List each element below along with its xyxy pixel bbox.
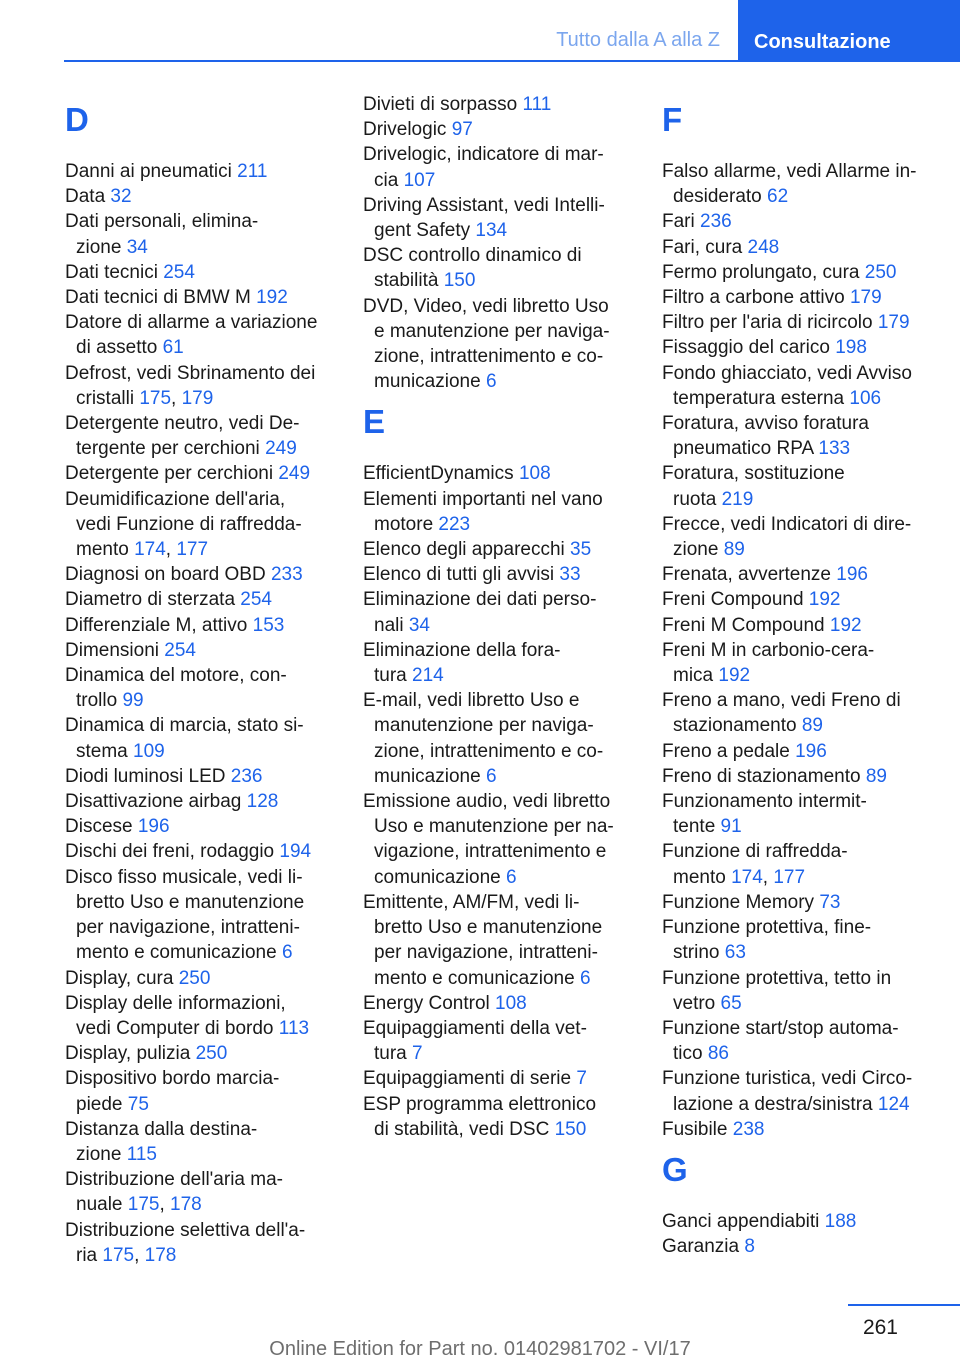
- page-link[interactable]: 113: [278, 1017, 310, 1039]
- index-entry: [65, 184, 335, 209]
- page-link[interactable]: 250: [864, 261, 897, 283]
- entry-text: Fari: [662, 211, 700, 233]
- page-link[interactable]: 196: [137, 816, 170, 838]
- entry-text: temperatura esterna: [673, 387, 850, 409]
- entry-text: mento e comunicazione: [76, 942, 282, 964]
- entry-text: mento: [76, 539, 135, 561]
- index-entry: [662, 1066, 932, 1116]
- page-link[interactable]: 97: [451, 119, 473, 141]
- entry-text: cia: [374, 169, 404, 191]
- entry-text: Freni Compound: [662, 589, 809, 611]
- entry-text: Elenco degli apparecchi: [363, 539, 571, 561]
- entry-text: Elenco di tutti gli avvisi: [363, 564, 560, 586]
- entry-text: Equipaggiamenti della vet-: [363, 1017, 587, 1039]
- entry-text: Ganci appendiabiti: [662, 1210, 825, 1232]
- page-link[interactable]: 89: [723, 539, 745, 561]
- index-entry: [363, 142, 633, 192]
- index-entry: [662, 209, 932, 234]
- entry-text: Diagnosi on board OBD: [65, 564, 271, 586]
- entry-text: desiderato: [673, 186, 768, 208]
- entry-text: Eliminazione dei dati perso-: [363, 589, 597, 611]
- entry-text: Distribuzione selettiva dell'a-: [65, 1219, 306, 1241]
- entry-text: Dati personali, elimina-: [65, 211, 259, 233]
- index-entry: [65, 461, 335, 486]
- index-entry: [65, 209, 335, 259]
- index-entry: [662, 915, 932, 965]
- entry-text: Elementi importanti nel vano: [363, 488, 603, 510]
- entry-text: zione, intrattenimento e co-: [374, 740, 604, 762]
- index-entry: [65, 966, 335, 991]
- index-entry: [363, 991, 633, 1016]
- page-link[interactable]: 192: [808, 589, 841, 611]
- entry-text: ruota: [673, 488, 722, 510]
- entry-text: Detergente neutro, vedi De-: [65, 413, 300, 435]
- entry-text: Drivelogic, indicatore di mar-: [363, 144, 604, 166]
- page-link[interactable]: 108: [518, 463, 551, 485]
- index-entry: [662, 890, 932, 915]
- index-entry: [65, 764, 335, 789]
- entry-text: vedi Computer di bordo: [76, 1017, 279, 1039]
- page-link[interactable]: 6: [506, 866, 517, 888]
- index-entry: [662, 361, 932, 411]
- entry-text: municazione: [374, 765, 486, 787]
- index-entry: [662, 159, 932, 209]
- page-link[interactable]: 192: [256, 287, 288, 309]
- entry-text: Falso allarme, vedi Allarme in-: [662, 161, 917, 182]
- page-link[interactable]: 196: [836, 564, 868, 586]
- page-link[interactable]: 61: [162, 337, 184, 359]
- index-entry: [363, 890, 633, 991]
- page-link[interactable]: 238: [732, 1118, 765, 1140]
- entry-text: Disattivazione airbag: [65, 791, 247, 813]
- entry-text: tura: [374, 665, 413, 687]
- index-entry: [65, 1066, 335, 1116]
- entry-text: Funzione turistica, vedi Circo-: [662, 1068, 913, 1090]
- index-entry: [65, 613, 335, 638]
- index-entry: Defrost, vedi Sbrinamento dei cristalli 175, 179: [65, 362, 316, 409]
- page-link[interactable]: 179: [849, 287, 882, 309]
- index-entry: [65, 713, 335, 763]
- index-entry: [662, 613, 932, 638]
- page-link[interactable]: 249: [278, 463, 311, 485]
- entry-text: bretto Uso e manutenzione: [76, 891, 305, 913]
- entry-text: manutenzione per naviga-: [374, 715, 594, 737]
- index-column: [662, 92, 932, 1259]
- page-link[interactable]: 91: [720, 816, 742, 838]
- entry-text: Funzione protettiva, fine-: [662, 917, 872, 939]
- entry-text: Frenata, avvertenze: [662, 564, 837, 586]
- entry-text: DSC controllo dinamico di: [363, 245, 582, 267]
- page-link[interactable]: 211: [237, 161, 268, 182]
- entry-text: Fondo ghiacciato, vedi Avviso: [662, 362, 912, 384]
- entry-text: tente: [673, 816, 721, 838]
- index-entry: [65, 562, 335, 587]
- page-link[interactable]: 177: [176, 539, 209, 561]
- page-link[interactable]: 178: [170, 1194, 202, 1216]
- page-link[interactable]: 254: [163, 261, 195, 283]
- entry-text: zione: [76, 236, 127, 258]
- index-entry: [363, 789, 633, 890]
- index-entry: [65, 789, 335, 814]
- entry-text: Disco fisso musicale, vedi li-: [65, 866, 303, 888]
- index-entry: [662, 764, 932, 789]
- footer-rule: [848, 1304, 960, 1306]
- entry-text: ria: [76, 1244, 103, 1266]
- index-entry: [662, 512, 932, 562]
- entry-text: Funzionamento intermit-: [662, 791, 867, 813]
- index-entry: Deumidificazione dell'aria, vedi Funzione di raffredda- mento 174, 177: [65, 488, 302, 561]
- index-column: [65, 92, 335, 1268]
- entry-text: mento e comunicazione: [374, 967, 580, 989]
- index-entry: [662, 966, 932, 1016]
- entry-text: tico: [673, 1043, 708, 1065]
- entry-text: Dinamica di marcia, stato si-: [65, 715, 304, 737]
- page-link[interactable]: 196: [795, 740, 827, 762]
- header-rule: [64, 60, 960, 62]
- page-link[interactable]: 214: [412, 665, 444, 687]
- page-link[interactable]: 107: [403, 169, 436, 191]
- entry-text: Diodi luminosi LED: [65, 765, 231, 787]
- entry-text: Foratura, sostituzione: [662, 463, 845, 485]
- entry-text: cristalli: [76, 387, 140, 409]
- entry-text: Dati tecnici di BMW M: [65, 287, 257, 309]
- entry-text: Freni M in carbonio-cera-: [662, 639, 875, 661]
- page-link[interactable]: 249: [265, 438, 297, 460]
- entry-text: di stabilità, vedi DSC: [374, 1118, 555, 1140]
- page-link[interactable]: 223: [438, 513, 471, 535]
- page-link[interactable]: 86: [707, 1043, 729, 1065]
- section-tab[interactable]: Consultazione: [738, 0, 960, 60]
- entry-text: Dispositivo bordo marcia-: [65, 1068, 280, 1090]
- page-link[interactable]: 6: [485, 371, 497, 393]
- index-entry: [65, 411, 335, 461]
- entry-text: nali: [374, 614, 409, 636]
- entry-text: Deumidificazione dell'aria,: [65, 488, 286, 510]
- index-entry: [363, 1066, 633, 1091]
- page-link[interactable]: 73: [819, 891, 841, 913]
- page-link[interactable]: 175: [139, 387, 172, 409]
- page-link[interactable]: 177: [773, 866, 806, 888]
- index-entry: Distribuzione selettiva dell'a- ria 175, 178: [65, 1219, 306, 1266]
- page-link[interactable]: 133: [818, 438, 851, 460]
- index-entry: [363, 461, 633, 486]
- page-link[interactable]: 128: [246, 791, 279, 813]
- entry-text: Funzione start/stop automa-: [662, 1017, 899, 1039]
- entry-text: Filtro a carbone attivo: [662, 287, 850, 309]
- entry-text: Differenziale M, attivo: [65, 614, 253, 636]
- index-entry: [662, 310, 932, 335]
- entry-text: Uso e manutenzione per na-: [374, 816, 614, 838]
- index-entry: [65, 814, 335, 839]
- page-link[interactable]: 250: [195, 1043, 228, 1065]
- entry-text: Drivelogic: [363, 119, 452, 141]
- index-entry: [662, 739, 932, 764]
- page-link[interactable]: 188: [824, 1210, 857, 1232]
- entry-text: Danni ai pneumatici: [65, 161, 238, 182]
- page-number: 261: [862, 1316, 898, 1339]
- index-entry: [65, 285, 335, 310]
- entry-text: Emittente, AM/FM, vedi li-: [363, 891, 580, 913]
- index-entry: [363, 562, 633, 587]
- index-entry: [662, 789, 932, 839]
- page-link[interactable]: 62: [767, 186, 789, 208]
- page-link[interactable]: 7: [576, 1068, 587, 1090]
- page-link[interactable]: 192: [718, 665, 751, 687]
- index-entry: Funzione di raffredda- mento 174, 177: [662, 841, 848, 888]
- entry-text: Data: [65, 186, 111, 208]
- index-entry: [65, 1041, 335, 1066]
- entry-text: Equipaggiamenti di serie: [363, 1068, 577, 1090]
- index-entry: [662, 562, 932, 587]
- entry-text: Frecce, vedi Indicatori di dire-: [662, 513, 912, 535]
- entry-text: stazionamento: [673, 715, 802, 737]
- index-entry: [662, 1209, 932, 1234]
- index-entry: Distribuzione dell'aria ma- nuale 175, 178: [65, 1169, 283, 1216]
- entry-text: Emissione audio, vedi libretto: [363, 791, 611, 813]
- index-letter-heading: F: [662, 101, 683, 138]
- index-entry: [363, 537, 633, 562]
- entry-text: e manutenzione per naviga-: [374, 320, 610, 342]
- index-entry: [363, 243, 633, 293]
- entry-text: Distanza dalla destina-: [65, 1118, 258, 1140]
- index-entry: [363, 587, 633, 637]
- page-link[interactable]: 219: [721, 488, 754, 510]
- entry-text: tura: [374, 1043, 413, 1065]
- entry-text: Discese: [65, 816, 138, 838]
- page-link[interactable]: 89: [801, 715, 823, 737]
- page-link[interactable]: 63: [724, 942, 746, 964]
- index-column: [363, 92, 633, 1142]
- page-link[interactable]: 236: [230, 765, 263, 787]
- index-entry: [662, 1234, 932, 1259]
- page-link[interactable]: 150: [443, 270, 476, 292]
- entry-text: Fusibile: [662, 1118, 733, 1140]
- entry-text: vetro: [673, 992, 721, 1014]
- index-entry: [65, 865, 335, 966]
- index-entry: [65, 587, 335, 612]
- entry-text: Funzione di raffredda-: [662, 841, 848, 863]
- page-link[interactable]: 6: [485, 765, 497, 787]
- page-link[interactable]: 248: [747, 236, 780, 258]
- index-entry: [363, 487, 633, 537]
- entry-text: motore: [374, 513, 439, 535]
- index-entry: [65, 638, 335, 663]
- page-link[interactable]: 174: [134, 539, 166, 561]
- entry-text: lazione a destra/sinistra: [673, 1093, 878, 1115]
- entry-text: comunicazione: [374, 866, 507, 888]
- page-link[interactable]: 34: [126, 236, 148, 258]
- index-entry: [65, 839, 335, 864]
- entry-text: stema: [76, 740, 134, 762]
- entry-text: ESP programma elettronico: [363, 1093, 597, 1115]
- index-entry: [662, 1117, 932, 1142]
- entry-text: Diametro di sterzata: [65, 589, 241, 611]
- page-link[interactable]: 178: [144, 1244, 177, 1266]
- entry-text: Divieti di sorpasso: [363, 94, 523, 115]
- index-entry: [662, 688, 932, 738]
- page-link[interactable]: 179: [877, 312, 910, 334]
- entry-text: Fermo prolungato, cura: [662, 261, 865, 283]
- page-link[interactable]: 175: [102, 1244, 135, 1266]
- index-entry: [662, 335, 932, 360]
- page-link[interactable]: 108: [495, 992, 527, 1014]
- page-link[interactable]: 254: [240, 589, 272, 611]
- page-link[interactable]: 111: [522, 94, 552, 115]
- entry-text: bretto Uso e manutenzione: [374, 917, 603, 939]
- entry-text: Detergente per cerchioni: [65, 463, 279, 485]
- page-link[interactable]: 109: [133, 740, 165, 762]
- page-link[interactable]: 194: [279, 841, 312, 863]
- entry-text: E-mail, vedi libretto Uso e: [363, 690, 580, 712]
- index-entry: [65, 1117, 335, 1167]
- page-link[interactable]: 33: [559, 564, 581, 586]
- entry-text: Driving Assistant, vedi Intelli-: [363, 194, 605, 216]
- page-link[interactable]: 236: [700, 211, 732, 233]
- entry-text: municazione: [374, 371, 486, 393]
- entry-text: Energy Control: [363, 992, 496, 1014]
- entry-text: di assetto: [76, 337, 163, 359]
- page-link[interactable]: 34: [408, 614, 430, 636]
- index-entry: [662, 587, 932, 612]
- index-entry: [65, 260, 335, 285]
- index-entry: [662, 461, 932, 511]
- page-link[interactable]: 65: [720, 992, 742, 1014]
- index-entry: [662, 638, 932, 688]
- entry-text: mica: [673, 665, 719, 687]
- entry-text: Defrost, vedi Sbrinamento dei: [65, 362, 316, 384]
- page-link[interactable]: 35: [570, 539, 592, 561]
- page-link[interactable]: 250: [178, 967, 211, 989]
- entry-text: Foratura, avviso foratura: [662, 413, 869, 435]
- entry-text: Dinamica del motore, con-: [65, 665, 287, 687]
- entry-text: mento: [673, 866, 732, 888]
- entry-text: vigazione, intrattenimento e: [374, 841, 607, 863]
- index-entry: [363, 688, 633, 789]
- page-link[interactable]: 106: [849, 387, 882, 409]
- entry-text: Garanzia: [662, 1236, 745, 1258]
- index-entry: [65, 991, 335, 1041]
- entry-text: pneumatico RPA: [673, 438, 819, 460]
- page-link[interactable]: 75: [127, 1093, 149, 1115]
- index-entry: [363, 1092, 633, 1142]
- entry-text: Freno a pedale: [662, 740, 796, 762]
- page-link[interactable]: 179: [181, 387, 214, 409]
- index-entry: [363, 638, 633, 688]
- index-entry: [662, 235, 932, 260]
- index-entry: [363, 1016, 633, 1066]
- index-entry: [65, 663, 335, 713]
- entry-text: Freno di stazionamento: [662, 765, 866, 787]
- index-entry: [662, 1016, 932, 1066]
- page-link[interactable]: 174: [731, 866, 763, 888]
- page-link[interactable]: 124: [877, 1093, 910, 1115]
- index-entry: [363, 92, 633, 117]
- entry-text: vedi Funzione di raffredda-: [76, 513, 302, 535]
- page-link[interactable]: 150: [554, 1118, 587, 1140]
- breadcrumb[interactable]: Tutto dalla A alla Z: [556, 29, 720, 51]
- entry-text: strino: [673, 942, 725, 964]
- entry-text: per navigazione, intratteni-: [374, 942, 598, 964]
- entry-text: Display, cura: [65, 967, 179, 989]
- entry-text: Fari, cura: [662, 236, 748, 258]
- page-link[interactable]: 32: [110, 186, 132, 208]
- entry-text: DVD, Video, vedi libretto Uso: [363, 295, 609, 317]
- entry-text: Eliminazione della fora-: [363, 639, 561, 661]
- page-link[interactable]: 89: [865, 765, 887, 787]
- entry-text: zione, intrattenimento e co-: [374, 346, 604, 368]
- entry-text: Fissaggio del carico: [662, 337, 836, 359]
- entry-text: Funzione Memory: [662, 891, 820, 913]
- entry-text: gent Safety: [374, 220, 476, 242]
- entry-text: Freno a mano, vedi Freno di: [662, 690, 901, 712]
- entry-text: Distribuzione dell'aria ma-: [65, 1169, 283, 1191]
- entry-text: zione: [673, 539, 724, 561]
- entry-text: Display delle informazioni,: [65, 992, 286, 1014]
- entry-text: piede: [76, 1093, 128, 1115]
- entry-text: Dimensioni: [65, 639, 165, 661]
- edition-footer: Online Edition for Part no. 01402981702 - VI/17: [269, 1338, 691, 1360]
- index-entry: [363, 294, 633, 395]
- entry-text: tergente per cerchioni: [76, 438, 266, 460]
- entry-text: Filtro per l'aria di ricircolo: [662, 312, 878, 334]
- page-link[interactable]: 6: [579, 967, 591, 989]
- index-entry: [363, 193, 633, 243]
- entry-text: trollo: [76, 690, 123, 712]
- page-link[interactable]: 134: [475, 220, 508, 242]
- page-link[interactable]: 153: [252, 614, 285, 636]
- entry-text: Datore di allarme a variazione: [65, 312, 318, 334]
- index-entry: [662, 260, 932, 285]
- entry-text: Dischi dei freni, rodaggio: [65, 841, 280, 863]
- index-entry: [65, 310, 335, 360]
- page-link[interactable]: 6: [281, 942, 293, 964]
- index-entry: [65, 159, 335, 184]
- index-entry: [662, 411, 932, 461]
- entry-text: stabilità: [374, 270, 444, 292]
- page-link[interactable]: 7: [412, 1043, 423, 1065]
- entry-text: per navigazione, intratteni-: [76, 917, 300, 939]
- page-link[interactable]: 233: [270, 564, 303, 586]
- entry-text: Funzione protettiva, tetto in: [662, 967, 892, 989]
- entry-text: nuale: [76, 1194, 128, 1216]
- page-link[interactable]: 8: [744, 1236, 755, 1258]
- page-link[interactable]: 99: [122, 690, 144, 712]
- index-letter-heading: D: [65, 101, 89, 138]
- page-link[interactable]: 115: [126, 1143, 157, 1165]
- index-entry: [662, 285, 932, 310]
- entry-text: Dati tecnici: [65, 261, 164, 283]
- page-link[interactable]: 198: [835, 337, 867, 359]
- entry-text: Display, pulizia: [65, 1043, 196, 1065]
- index-entry: [363, 117, 633, 142]
- index-letter-heading: G: [662, 1150, 688, 1188]
- entry-text: Freni M Compound: [662, 614, 830, 636]
- page-link[interactable]: 254: [164, 639, 196, 661]
- page-link[interactable]: 175: [127, 1194, 160, 1216]
- page-link[interactable]: 192: [829, 614, 862, 636]
- entry-text: EfficientDynamics: [363, 463, 519, 485]
- index-letter-heading: E: [363, 403, 386, 441]
- entry-text: zione: [76, 1143, 127, 1165]
